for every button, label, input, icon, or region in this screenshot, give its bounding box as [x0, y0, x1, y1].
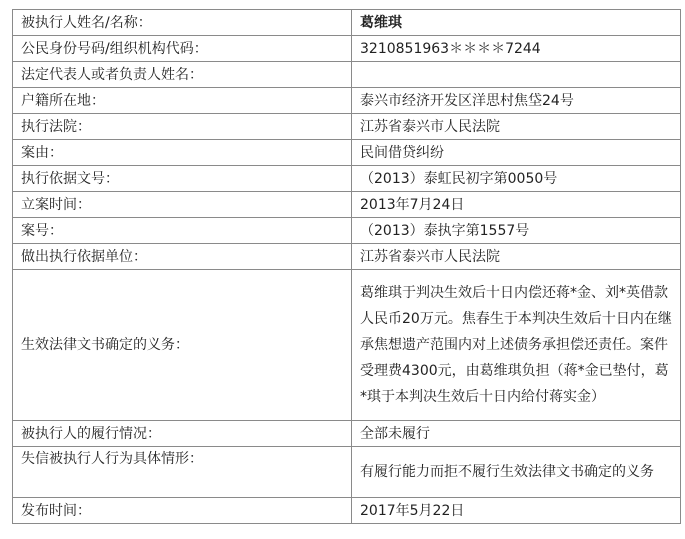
label-enforcing-court: 执行法院： [13, 114, 352, 140]
table-row [13, 218, 681, 244]
label-performance-status: 被执行人的履行情况： [13, 421, 352, 447]
dishonest-debtor-record [12, 9, 680, 526]
value-publish-date: 2017年5月22日 [352, 498, 681, 524]
label-legal-representative: 法定代表人或者负责人姓名： [13, 62, 352, 88]
value-cause-of-action: 民间借贷纠纷 [352, 140, 681, 166]
table-row [13, 10, 681, 36]
table-row [13, 88, 681, 114]
label-basis-document-number: 执行依据文号： [13, 166, 352, 192]
label-publish-date: 发布时间： [13, 498, 352, 524]
value-id-number: 3210851963＊＊＊＊7244 [352, 36, 681, 62]
value-enforcing-court: 江苏省泰兴市人民法院 [352, 114, 681, 140]
value-domicile: 泰兴市经济开发区洋思村焦垈24号 [352, 88, 681, 114]
value-dishonest-behavior: 有履行能力而拒不履行生效法律文书确定的义务 [352, 447, 681, 498]
value-filing-date: 2013年7月24日 [352, 192, 681, 218]
table-row [13, 270, 681, 421]
value-issuing-unit: 江苏省泰兴市人民法院 [352, 244, 681, 270]
value-basis-document-number: （2013）泰虹民初字第0050号 [352, 166, 681, 192]
label-debtor-name: 被执行人姓名/名称： [13, 10, 352, 36]
label-case-number: 案号： [13, 218, 352, 244]
label-id-number: 公民身份号码/组织机构代码： [13, 36, 352, 62]
table-row [13, 166, 681, 192]
table-row [13, 140, 681, 166]
label-dishonest-behavior: 失信被执行人行为具体情形： [13, 447, 352, 498]
label-cause-of-action: 案由： [13, 140, 352, 166]
label-domicile: 户籍所在地： [13, 88, 352, 114]
record-table [12, 9, 681, 524]
table-row [13, 447, 681, 498]
table-row [13, 244, 681, 270]
table-row [13, 36, 681, 62]
table-row [13, 114, 681, 140]
table-row [13, 421, 681, 447]
table-row [13, 192, 681, 218]
value-performance-status: 全部未履行 [352, 421, 681, 447]
label-filing-date: 立案时间： [13, 192, 352, 218]
table-row [13, 62, 681, 88]
table-row [13, 498, 681, 524]
value-obligations: 葛维琪于判决生效后十日内偿还蒋*金、刘*英借款人民币20万元。焦春生于本判决生效后十日内在继承焦想遗产范围内对上述债务承担偿还责任。案件受理费4300元，由葛维琪负担（蒋*金已垫付，葛*琪于本判决生效后十日内给付蒋实金） [352, 270, 681, 421]
value-legal-representative [352, 62, 681, 88]
value-debtor-name: 葛维琪 [352, 10, 681, 36]
label-issuing-unit: 做出执行依据单位： [13, 244, 352, 270]
label-obligations: 生效法律文书确定的义务： [13, 270, 352, 421]
value-case-number: （2013）泰执字第1557号 [352, 218, 681, 244]
